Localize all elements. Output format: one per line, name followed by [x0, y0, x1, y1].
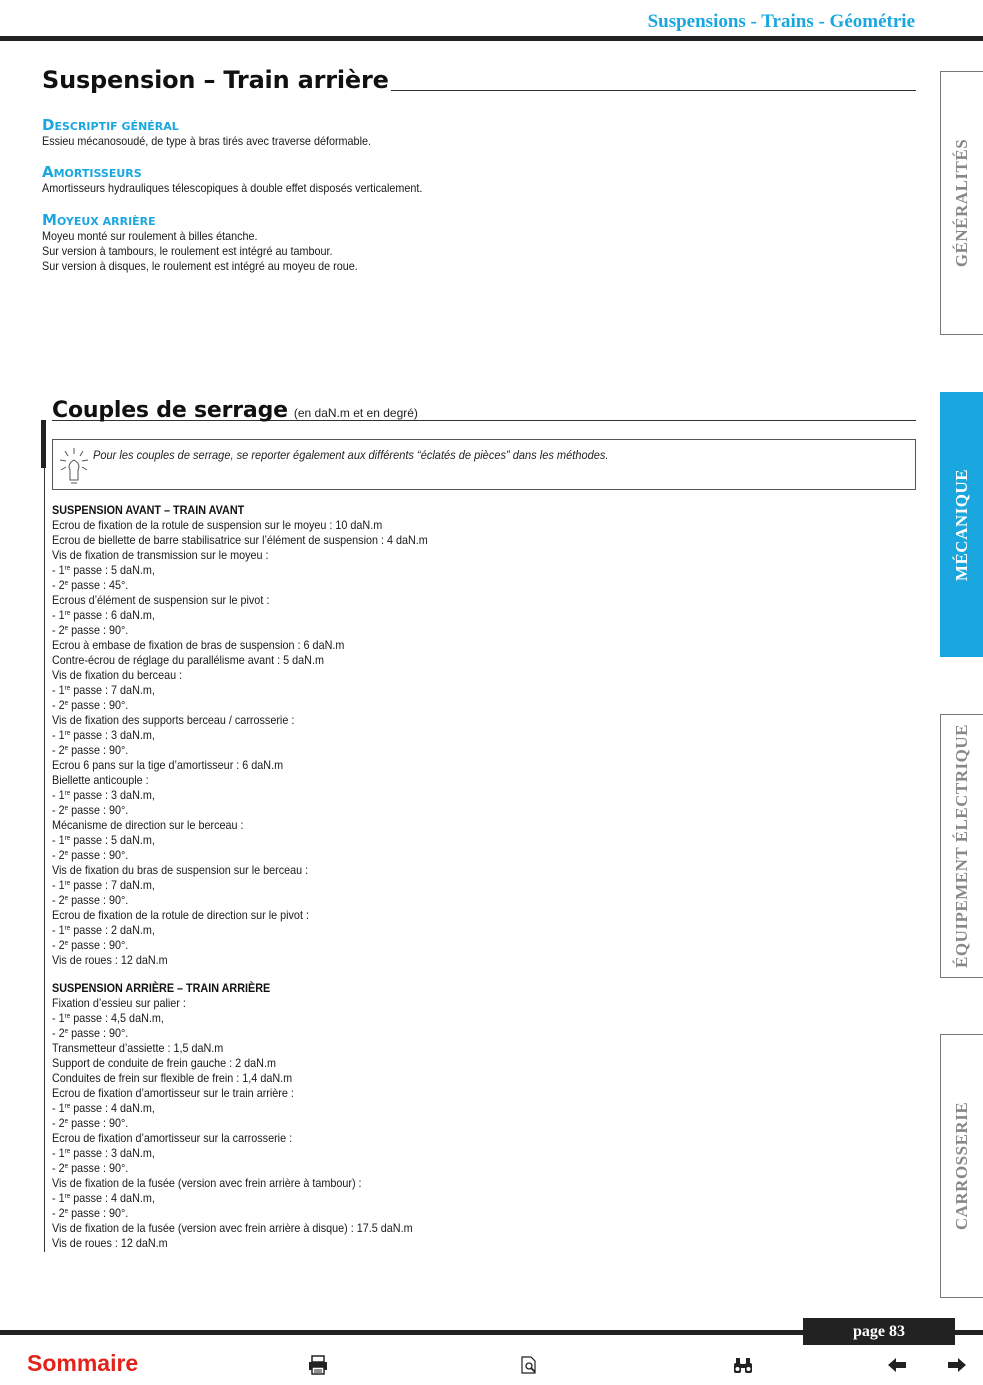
list-item: Vis de roues : 12 daN.m [52, 953, 168, 967]
torque-list-front [52, 503, 428, 968]
list-item: Vis de fixation des supports berceau / carrosserie : [52, 713, 295, 727]
list-heading-rear: SUSPENSION ARRIÈRE – TRAIN ARRIÈRE [52, 981, 271, 995]
list-item: - 1re passe : 4 daN.m, [52, 1191, 155, 1205]
list-item: - 1re passe : 4 daN.m, [52, 1101, 155, 1115]
list-item: Vis de fixation de la fusée (version avec frein arrière à tambour) : [52, 1176, 362, 1190]
lightbulb-icon [59, 446, 89, 486]
list-item: - 2e passe : 90°. [52, 1161, 129, 1175]
subsection-title-moyeux: MOYEUX ARRIÈRE [42, 211, 156, 229]
list-item: - 1re passe : 5 daN.m, [52, 563, 155, 577]
list-item: Fixation d’essieu sur palier : [52, 996, 186, 1010]
list-item: Conduites de frein sur flexible de frein : 1,4 daN.m [52, 1071, 293, 1085]
list-item: - 2e passe : 90°. [52, 1206, 129, 1220]
list-item: Ecrou de biellette de barre stabilisatrice sur l’élément de suspension : 4 daN.m [52, 533, 428, 547]
torque-list-rear [52, 981, 413, 1251]
page-number: page 83 [803, 1318, 955, 1345]
paragraph-moyeux: Moyeu monté sur roulement à billes étanche. Sur version à tambours, le roulement est intégré au tambour. Sur version à disques, le roulement est intégré au moyeu de roue. [42, 229, 358, 273]
subsection-title-descriptif: DESCRIPTIF GÉNÉRAL [42, 116, 179, 134]
list-item: - 2e passe : 90°. [52, 698, 129, 712]
paragraph-amortisseurs: Amortisseurs hydrauliques télescopiques à double effet disposés verticalement. [42, 181, 423, 195]
list-item: Ecrou à embase de fixation de bras de suspension : 6 daN.m [52, 638, 345, 652]
list-item: Support de conduite de frein gauche : 2 daN.m [52, 1056, 276, 1070]
tab-equipement-electrique[interactable]: ÉQUIPEMENT ÉLECTRIQUE [940, 714, 983, 978]
list-item: - 2e passe : 90°. [52, 938, 129, 952]
list-item: Biellette anticouple : [52, 773, 149, 787]
list-item: - 2e passe : 90°. [52, 893, 129, 907]
list-item: Vis de fixation du bras de suspension sur le berceau : [52, 863, 309, 877]
list-item: Ecrou de fixation d’amortisseur sur la carrosserie : [52, 1131, 293, 1145]
list-heading-front: SUSPENSION AVANT – TRAIN AVANT [52, 503, 245, 517]
tab-generalites[interactable]: GÉNÉRALITÉS [940, 71, 983, 335]
list-item: Ecrou de fixation de la rotule de suspension sur le moyeu : 10 daN.m [52, 518, 383, 532]
list-item: Vis de fixation de la fusée (version avec frein arrière à disque) : 17.5 daN.m [52, 1221, 413, 1235]
list-item: Mécanisme de direction sur le berceau : [52, 818, 244, 832]
list-item: - 1re passe : 4,5 daN.m, [52, 1011, 164, 1025]
list-item: - 1re passe : 3 daN.m, [52, 1146, 155, 1160]
list-item: Ecrou 6 pans sur la tige d’amortisseur : 6 daN.m [52, 758, 284, 772]
sommaire-link[interactable]: Sommaire [27, 1350, 139, 1376]
subsection-title-amortisseurs: AMORTISSEURS [42, 163, 142, 181]
list-item: - 2e passe : 90°. [52, 1026, 129, 1040]
arrow-right-icon[interactable] [946, 1354, 968, 1376]
list-item: - 1re passe : 7 daN.m, [52, 878, 155, 892]
list-item: - 2e passe : 90°. [52, 803, 129, 817]
list-item: - 2e passe : 45°. [52, 578, 129, 592]
note-text: Pour les couples de serrage, se reporter également aux différents “éclatés de pièces” dans les méthodes. [93, 448, 609, 462]
list-item: - 2e passe : 90°. [52, 1116, 129, 1130]
margin-line [44, 468, 45, 1252]
margin-bar [41, 420, 46, 468]
list-item: - 1re passe : 5 daN.m, [52, 833, 155, 847]
list-item: - 1re passe : 2 daN.m, [52, 923, 155, 937]
list-item: Transmetteur d’assiette : 1,5 daN.m [52, 1041, 224, 1055]
tab-carrosserie[interactable]: CARROSSERIE [940, 1034, 983, 1298]
list-item: Ecrous d’élément de suspension sur le pivot : [52, 593, 270, 607]
list-item: - 2e passe : 90°. [52, 743, 129, 757]
top-rule [0, 36, 983, 41]
list-item: - 1re passe : 3 daN.m, [52, 788, 155, 802]
note-box [52, 439, 916, 490]
list-item: - 2e passe : 90°. [52, 848, 129, 862]
list-item: Vis de fixation du berceau : [52, 668, 183, 682]
list-item: Contre-écrou de réglage du parallélisme avant : 5 daN.m [52, 653, 324, 667]
printer-icon[interactable] [307, 1354, 329, 1376]
section-title: Suspension – Train arrière [42, 64, 916, 91]
section-title-couples: Couples de serrage (en daN.m et en degré) [52, 398, 916, 421]
running-header-title: Suspensions - Trains - Géométrie [647, 11, 915, 32]
paragraph-descriptif: Essieu mécanosoudé, de type à bras tirés avec traverse déformable. [42, 134, 371, 148]
list-item: - 1re passe : 7 daN.m, [52, 683, 155, 697]
tab-mecanique[interactable]: MÉCANIQUE [940, 392, 983, 657]
list-item: Ecrou de fixation de la rotule de direction sur le pivot : [52, 908, 309, 922]
list-item: Vis de roues : 12 daN.m [52, 1236, 168, 1250]
arrow-left-icon[interactable] [886, 1354, 908, 1376]
list-item: - 1re passe : 3 daN.m, [52, 728, 155, 742]
list-item: Vis de fixation de transmission sur le moyeu : [52, 548, 269, 562]
binoculars-icon[interactable] [732, 1354, 754, 1376]
list-item: - 1re passe : 6 daN.m, [52, 608, 155, 622]
list-item: - 2e passe : 90°. [52, 623, 129, 637]
document-zoom-icon[interactable] [518, 1354, 540, 1376]
list-item: Ecrou de fixation d’amortisseur sur le train arrière : [52, 1086, 294, 1100]
